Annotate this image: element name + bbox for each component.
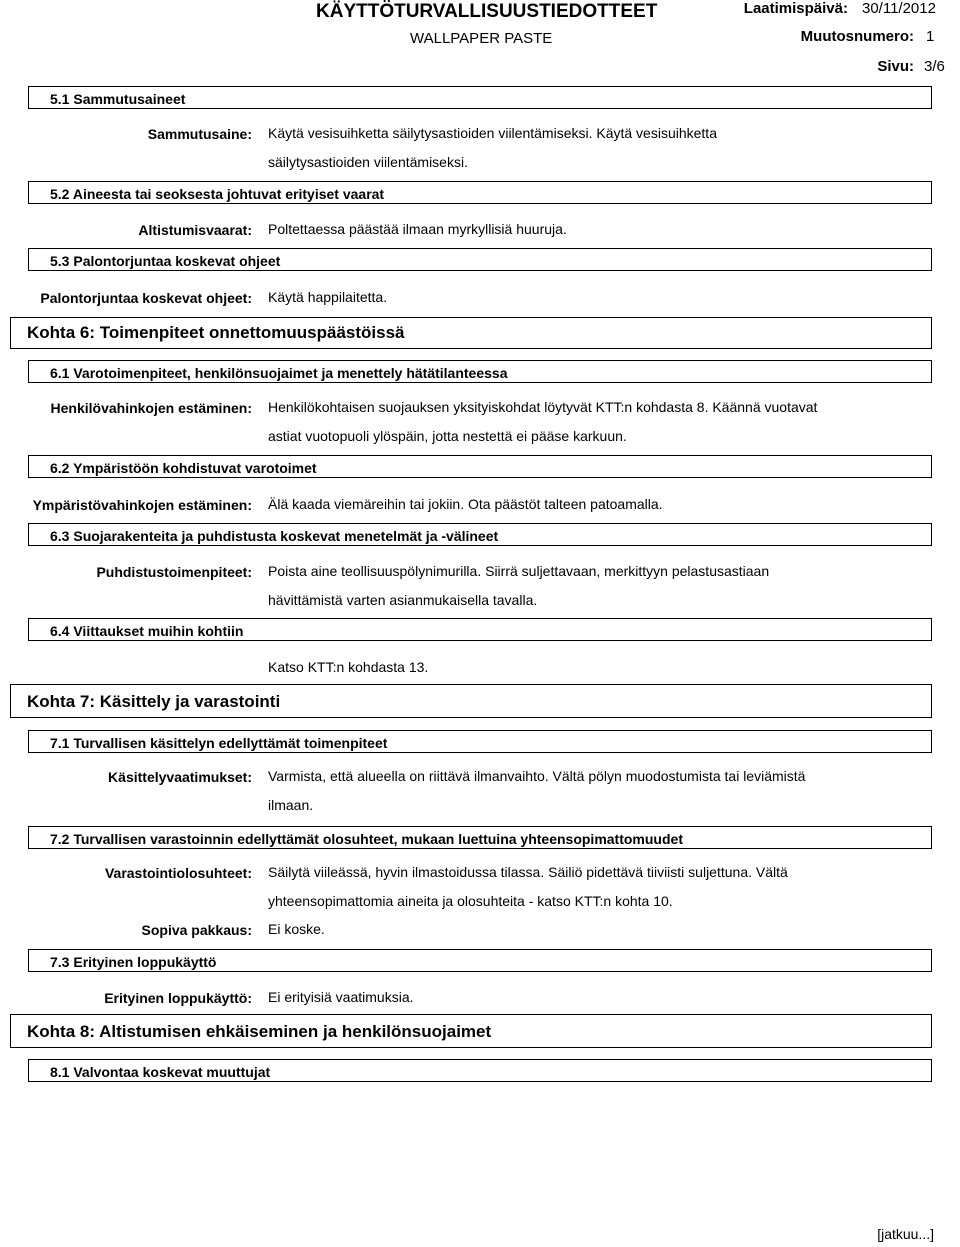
- field-label: Altistumisvaarat:: [138, 222, 252, 238]
- value-line: astiat vuotopuoli ylöspäin, jotta nestettä ei pääse karkuun.: [268, 428, 627, 444]
- value-line: Henkilökohtaisen suojauksen yksityiskohdat löytyvät KTT:n kohdasta 8. Käännä vuotavat: [268, 399, 818, 415]
- kohta-8-header: [10, 1014, 932, 1048]
- value-line: Ei koske.: [268, 921, 325, 937]
- section-5-1-header: [28, 86, 932, 109]
- section-8-1-header: [28, 1059, 932, 1082]
- section-heading: 6.4 Viittaukset muihin kohtiin: [50, 623, 244, 639]
- field-label: Varastointiolosuhteet:: [104, 865, 252, 881]
- section-heading: 7.3 Erityinen loppukäyttö: [50, 954, 217, 970]
- field-value: [268, 858, 788, 916]
- section-5-3-header: [28, 248, 932, 271]
- section-heading: 5.2 Aineesta tai seoksesta johtuvat erityiset vaarat: [50, 186, 385, 202]
- value-line: Älä kaada viemäreihin tai jokiin. Ota päästöt talteen patoamalla.: [268, 496, 663, 512]
- section-heading: 5.3 Palontorjuntaa koskevat ohjeet: [50, 253, 281, 269]
- page-label: Sivu:: [877, 58, 914, 75]
- kohta-7-header: [10, 684, 932, 718]
- chapter-heading: Kohta 6: Toimenpiteet onnettomuuspäästöissä: [27, 323, 405, 342]
- value-line: Ei erityisiä vaatimuksia.: [268, 989, 414, 1005]
- section-6-4-header: [28, 618, 932, 641]
- field-label: Henkilövahinkojen estäminen:: [50, 400, 252, 416]
- chapter-heading: Kohta 8: Altistumisen ehkäiseminen ja henkilönsuojaimet: [27, 1022, 492, 1041]
- field-value: [268, 983, 414, 1012]
- section-heading: 6.3 Suojarakenteita ja puhdistusta koskevat menetelmät ja -välineet: [50, 528, 499, 544]
- section-7-1-header: [28, 730, 932, 753]
- field-label: Palontorjuntaa koskevat ohjeet:: [40, 290, 252, 306]
- section-7-2-header: [28, 826, 932, 849]
- revision-value: 1: [926, 28, 935, 45]
- field-value: [268, 490, 663, 519]
- product-name: WALLPAPER PASTE: [410, 30, 553, 47]
- document-title: KÄYTTÖTURVALLISUUSTIEDOTTEET: [316, 1, 658, 22]
- section-heading: 7.1 Turvallisen käsittelyn edellyttämät toimenpiteet: [50, 735, 388, 751]
- section-heading: 6.2 Ympäristöön kohdistuvat varotoimet: [50, 460, 317, 476]
- page-value: 3/6: [924, 58, 945, 75]
- section-heading: 6.1 Varotoimenpiteet, henkilönsuojaimet ja menettely hätätilanteessa: [50, 365, 508, 381]
- revision-label: Muutosnumero:: [800, 28, 914, 45]
- value-line: Katso KTT:n kohdasta 13.: [268, 659, 429, 675]
- value-line: Säilytä viileässä, hyvin ilmastoidussa tilassa. Säiliö pidettävä tiiviisti suljettuna. Vältä: [268, 864, 788, 880]
- value-line: Poista aine teollisuuspölynimurilla. Siirrä suljettavaan, merkittyyn pelastusastiaan: [268, 563, 770, 579]
- value-line: Käytä happilaitetta.: [268, 289, 388, 305]
- kohta-6-header: [10, 317, 932, 349]
- field-value: [268, 557, 769, 615]
- field-value: [268, 393, 817, 451]
- field-label: Erityinen loppukäyttö:: [104, 990, 252, 1006]
- continued-marker: [jatkuu...]: [877, 1226, 934, 1242]
- value-line: Käytä vesisuihketta säilytysastioiden viilentämiseksi. Käytä vesisuihketta: [268, 125, 717, 141]
- value-line: säilytysastioiden viilentämiseksi.: [268, 154, 468, 170]
- value-line: hävittämistä varten asianmukaisella tavalla.: [268, 592, 538, 608]
- date-label: Laatimispäivä:: [743, 0, 848, 17]
- section-5-2-header: [28, 181, 932, 204]
- field-value: [268, 119, 717, 177]
- section-6-3-header: [28, 523, 932, 546]
- field-label: Ympäristövahinkojen estäminen:: [32, 497, 252, 513]
- date-value: 30/11/2012: [862, 0, 936, 17]
- section-6-1-header: [28, 360, 932, 383]
- value-line: yhteensopimattomia aineita ja olosuhteita - katso KTT:n kohta 10.: [268, 893, 673, 909]
- field-value: [268, 762, 805, 820]
- field-label: Sopiva pakkaus:: [141, 922, 252, 938]
- field-value: [268, 915, 325, 944]
- value-line: ilmaan.: [268, 797, 314, 813]
- field-label: Puhdistustoimenpiteet:: [96, 564, 252, 580]
- field-value: [268, 653, 428, 682]
- section-heading: 5.1 Sammutusaineet: [50, 91, 186, 107]
- section-7-3-header: [28, 949, 932, 972]
- section-heading: 8.1 Valvontaa koskevat muuttujat: [50, 1064, 271, 1080]
- value-line: Poltettaessa päästää ilmaan myrkyllisiä huuruja.: [268, 221, 567, 237]
- field-value: [268, 215, 567, 244]
- value-line: Varmista, että alueella on riittävä ilmanvaihto. Vältä pölyn muodostumista tai leviämistä: [268, 768, 806, 784]
- section-heading: 7.2 Turvallisen varastoinnin edellyttämät olosuhteet, mukaan luettuina yhteensopimattomuudet: [50, 831, 683, 847]
- field-label: Sammutusaine:: [147, 126, 252, 142]
- field-value: [268, 283, 387, 312]
- section-6-2-header: [28, 455, 932, 478]
- chapter-heading: Kohta 7: Käsittely ja varastointi: [27, 692, 281, 711]
- field-label: Käsittelyvaatimukset:: [108, 769, 252, 785]
